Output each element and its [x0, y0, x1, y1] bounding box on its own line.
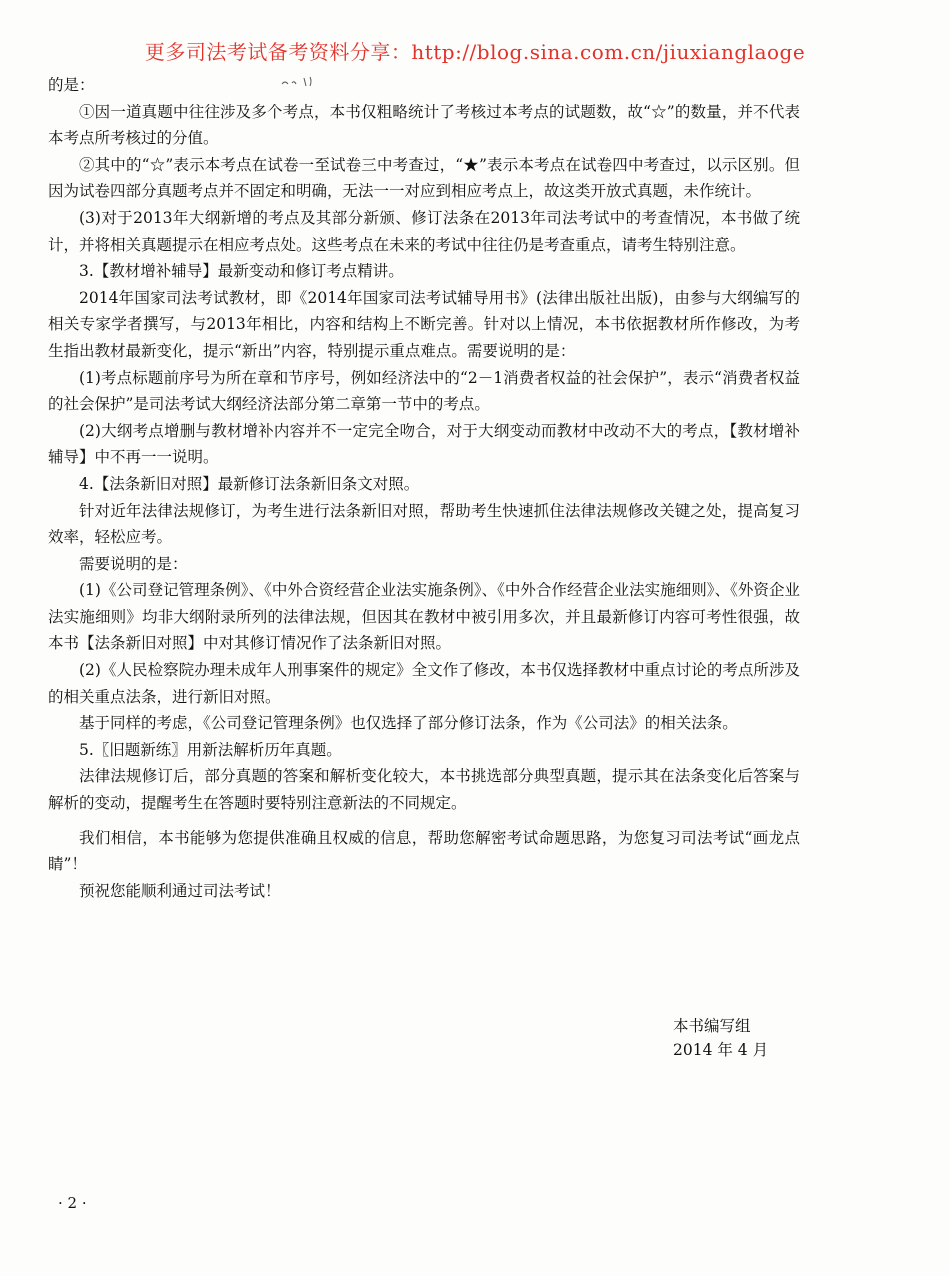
paragraph-old-questions: 法律法规修订后，部分真题的答案和解析变化较大，本书挑选部分典型真题，提示其在法条变化后答案与解析的变动，提醒考生在答题时要特别注意新法的不同规定。	[48, 767, 800, 813]
signature-date: 2014 年 4 月	[673, 1041, 769, 1059]
paragraph-note-lead: 需要说明的是：	[79, 554, 188, 573]
paragraph-item-3: (3)对于2013年大纲新增的考点及其部分新颁、修订法条在2013年司法考试中的考查情况，本书做了统计，并将相关真题提示在相应考点处。这些考点在未来的考试中往往仍是考查重点，请考生特别注意。	[48, 208, 800, 254]
paragraph-intro-tail: 的是：	[48, 76, 95, 94]
paragraph-wish: 预祝您能顺利通过司法考试！	[79, 881, 281, 900]
section-heading-3: 3.【教材增补辅导】最新变动和修订考点精讲。	[79, 262, 404, 281]
watermark-header: 更多司法考试备考资料分享：http://blog.sina.com.cn/jiuxianglaoge	[144, 40, 806, 64]
paragraph-note-2: ②其中的“☆”表示本考点在试卷一至试卷三中考查过，“★”表示本考点在试卷四中考查过，以示区别。但因为试卷四部分真题考点并不固定和明确，无法一一对应到相应考点上，故这类开放式真题，未作统计。	[48, 155, 800, 201]
paragraph-law-note-1: (1)《公司登记管理条例》、《中外合资经营企业法实施条例》、《中外合作经营企业法实施细则》、《外资企业法实施细则》均非大纲附录所列的法律法规，但因其在教材中被引用多次，并且最新修订内容可考性很强，故本书【法条新旧对照】中对其修订情况作了法条新旧对照。	[48, 581, 800, 653]
section-heading-5: 5.〖旧题新练〗用新法解析历年真题。	[79, 740, 342, 759]
paragraph-textbook: 2014年国家司法考试教材，即《2014年国家司法考试辅导用书》(法律出版社出版)，由参与大纲编写的相关专家学者撰写，与2013年相比，内容和结构上不断完善。针对以上情况，本书依据教材所作修改，为考生指出教材最新变化，提示“新出”内容，特别提示重点难点。需要说明的是：	[48, 288, 800, 360]
paragraph-textbook-note-1: (1)考点标题前序号为所在章和节序号，例如经济法中的“2－1消费者权益的社会保护”，表示“消费者权益的社会保护”是司法考试大纲经济法部分第二章第一节中的考点。	[48, 368, 800, 414]
paragraph-note-1: ①因一道真题中往往涉及多个考点，本书仅粗略统计了考核过本考点的试题数，故“☆”的数量，并不代表本考点所考核过的分值。	[48, 102, 800, 148]
paragraph-law-note-3: 基于同样的考虑，《公司登记管理条例》也仅选择了部分修订法条，作为《公司法》的相关法条。	[79, 714, 738, 733]
section-heading-4: 4.【法条新旧对照】最新修订法条新旧条文对照。	[79, 474, 420, 493]
paragraph-law-compare: 针对近年法律法规修订，为考生进行法条新旧对照，帮助考生快速抓住法律法规修改关键之处，提高复习效率，轻松应考。	[48, 501, 800, 547]
body-text	[48, 72, 800, 904]
paragraph-closing: 我们相信，本书能够为您提供准确且权威的信息，帮助您解密考试命题思路，为您复习司法考试“画龙点睛”！	[48, 828, 800, 874]
paragraph-textbook-note-2: (2)大纲考点增删与教材增补内容并不一定完全吻合，对于大纲变动而教材中改动不大的考点，【教材增补辅导】中不再一一说明。	[48, 421, 800, 467]
signature-author: 本书编写组	[673, 1017, 751, 1035]
paragraph-law-note-2: (2)《人民检察院办理未成年人刑事案件的规定》全文作了修改，本书仅选择教材中重点讨论的考点所涉及的相关重点法条，进行新旧对照。	[48, 661, 800, 706]
page-number: · 2 ·	[58, 1194, 87, 1212]
